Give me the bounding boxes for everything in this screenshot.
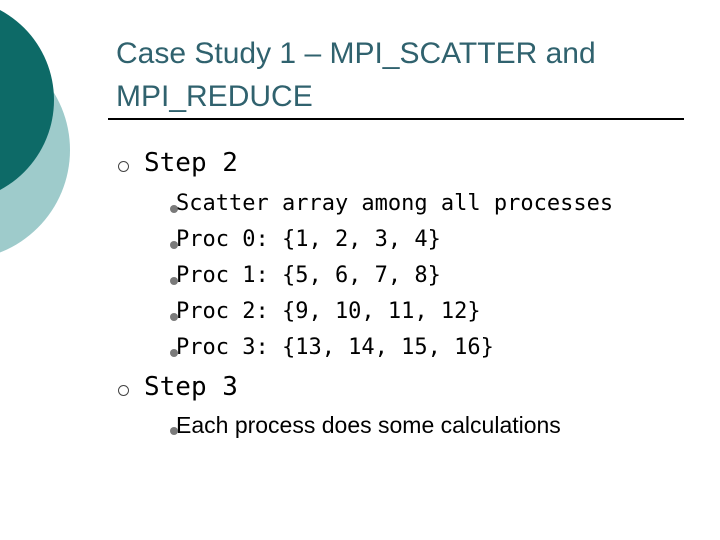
step-2-bullet <box>118 158 129 176</box>
list-item: Proc 1: {5, 6, 7, 8} <box>176 263 441 288</box>
step-3-bullet <box>118 382 129 400</box>
title-divider <box>108 118 684 120</box>
circle-bullet-icon <box>118 161 129 172</box>
decorative-circles <box>0 0 120 320</box>
list-item: Proc 2: {9, 10, 11, 12} <box>176 299 481 324</box>
slide-title: Case Study 1 – MPI_SCATTER and MPI_REDUCE <box>116 37 596 113</box>
list-item: Proc 0: {1, 2, 3, 4} <box>176 227 441 252</box>
list-item: Each process does some calculations <box>176 412 561 438</box>
list-item: Scatter array among all processes <box>176 191 614 216</box>
circle-bullet-icon <box>118 385 129 396</box>
list-item: Proc 3: {13, 14, 15, 16} <box>176 335 494 360</box>
step-3-label: Step 3 <box>144 372 238 402</box>
step-2-label: Step 2 <box>144 148 238 178</box>
